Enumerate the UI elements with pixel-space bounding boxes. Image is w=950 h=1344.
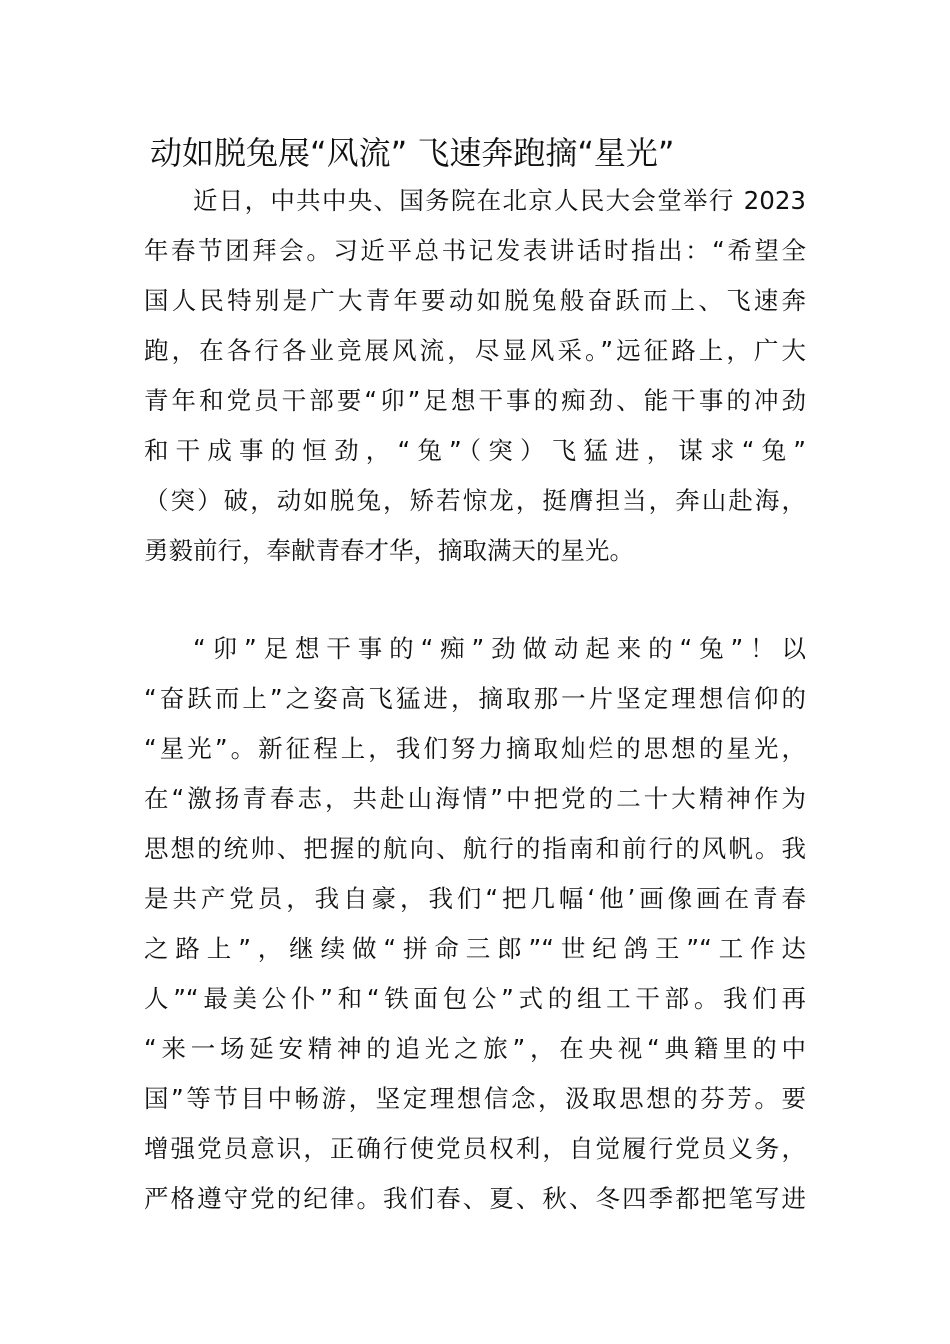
paragraph-line: “卯”足想干事的“痴”劲做动起来的“兔”！以 [193,634,806,663]
paragraph-line: 增强党员意识，正确行使党员权利，自觉履行党员义务， [144,1134,806,1163]
paragraph-line: 跑，在各行各业竞展风流，尽显风采。”远征路上，广大 [144,336,806,365]
paragraph-line: 之路上”，继续做“拼命三郎”“世纪鸽王”“工作达 [144,934,806,963]
paragraph-line: 国人民特别是广大青年要动如脱兔般奋跃而上、飞速奔 [144,286,806,315]
paragraph-line: 思想的统帅、把握的航向、航行的指南和前行的风帆。我 [144,834,806,863]
paragraph-line: 近日，中共中央、国务院在北京人民大会堂举行 2023 [193,186,806,215]
paragraph-line: 是共产党员，我自豪，我们“把几幅‘他’画像画在青春 [144,884,806,913]
document-title: 动如脱兔展“风流” 飞速奔跑摘“星光” [150,134,675,172]
paragraph-2 [144,624,806,1224]
paragraph-1 [144,176,806,576]
paragraph-line: 青年和党员干部要“卯”足想干事的痴劲、能干事的冲劲 [144,386,806,415]
paragraph-line: “星光”。新征程上，我们努力摘取灿烂的思想的星光， [144,734,806,763]
paragraph-line: （突）破，动如脱兔，矫若惊龙，挺膺担当，奔山赴海， [144,486,806,515]
paragraph-line: 在“激扬青春志，共赴山海情”中把党的二十大精神作为 [144,784,806,813]
paragraph-line: 和干成事的恒劲，“兔”（突）飞猛进，谋求“兔” [144,436,806,465]
paragraph-line: “来一场延安精神的追光之旅”，在央视“典籍里的中 [144,1034,806,1063]
paragraph-line: 国”等节目中畅游，坚定理想信念，汲取思想的芬芳。要 [144,1084,806,1113]
paragraph-line: 勇毅前行，奉献青春才华，摘取满天的星光。 [144,536,634,565]
paragraph-line: 严格遵守党的纪律。我们春、夏、秋、冬四季都把笔写进 [144,1184,806,1213]
paragraph-line: 人”“最美公仆”和“铁面包公”式的组工干部。我们再 [144,984,806,1013]
paragraph-line: 年春节团拜会。习近平总书记发表讲话时指出：“希望全 [144,236,806,265]
paragraph-line: “奋跃而上”之姿高飞猛进，摘取那一片坚定理想信仰的 [144,684,806,713]
